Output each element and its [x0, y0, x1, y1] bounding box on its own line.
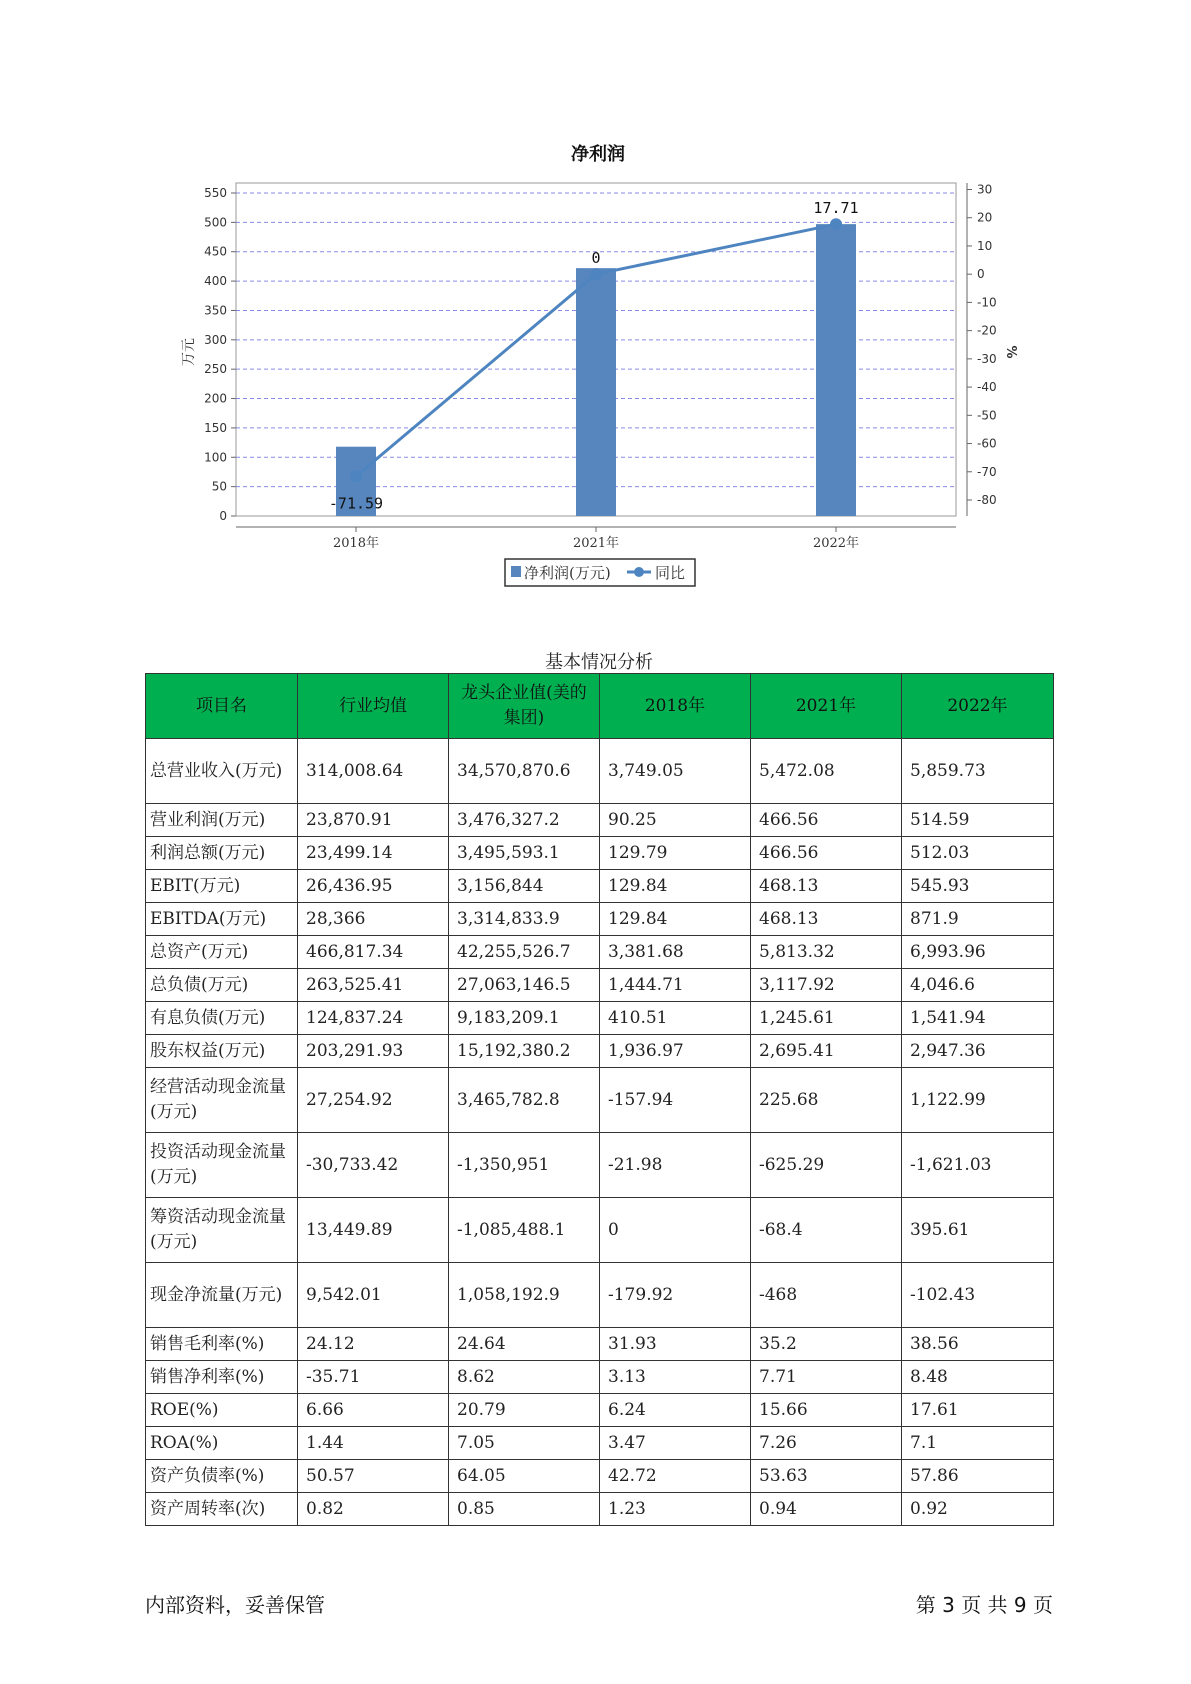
row-label-cell: 总资产(万元): [146, 936, 298, 969]
net-profit-bar: [816, 224, 856, 516]
value-cell: 6.66: [298, 1394, 449, 1427]
table-row: [146, 1263, 1054, 1328]
y2-tick-label: -70: [977, 464, 997, 479]
value-cell: 871.9: [902, 903, 1054, 936]
y-tick-label: 550: [204, 186, 227, 200]
y-tick-label: 0: [219, 509, 227, 523]
table-row: [146, 1394, 1054, 1427]
table-row: [146, 870, 1054, 903]
table-body: [146, 739, 1054, 1526]
table-row: [146, 936, 1054, 969]
value-cell: 0.82: [298, 1493, 449, 1526]
value-cell: 1,936.97: [600, 1035, 751, 1068]
row-label-cell: 营业利润(万元): [146, 804, 298, 837]
value-cell: 7.05: [449, 1427, 600, 1460]
net-profit-chart: [0, 0, 1191, 610]
value-cell: 23,499.14: [298, 837, 449, 870]
legend-line-marker: [634, 567, 644, 577]
x-tick-label: 2022年: [812, 536, 860, 551]
table-row: [146, 903, 1054, 936]
net-profit-bar: [576, 268, 616, 516]
y2-tick-label: 20: [977, 210, 993, 225]
value-cell: 23,870.91: [298, 804, 449, 837]
value-cell: 9,183,209.1: [449, 1002, 600, 1035]
value-cell: 42.72: [600, 1460, 751, 1493]
y2-tick-label: -80: [977, 493, 997, 507]
y-tick-label: 450: [204, 244, 227, 259]
value-cell: 4,046.6: [902, 969, 1054, 1002]
value-cell: 3,465,782.8: [449, 1068, 600, 1133]
header-year-2022: 2022年: [902, 674, 1054, 739]
row-label-cell: 有息负债(万元): [146, 1002, 298, 1035]
y-tick-label: 250: [204, 362, 227, 377]
table-row: [146, 1002, 1054, 1035]
x-tick-label: 2021年: [572, 536, 620, 551]
value-cell: -35.71: [298, 1361, 449, 1394]
row-label-cell: ROE(%): [146, 1394, 298, 1427]
value-cell: 7.1: [902, 1427, 1054, 1460]
value-cell: 8.48: [902, 1361, 1054, 1394]
table-row: [146, 1068, 1054, 1133]
x-axis: [236, 527, 956, 551]
value-cell: -1,085,488.1: [449, 1198, 600, 1263]
header-industry-average: 行业均值: [298, 674, 449, 739]
value-cell: 64.05: [449, 1460, 600, 1493]
value-cell: 3,495,593.1: [449, 837, 600, 870]
table-row: [146, 837, 1054, 870]
value-cell: -157.94: [600, 1068, 751, 1133]
table-row: [146, 1493, 1054, 1526]
yoy-data-label: 17.71: [813, 199, 859, 218]
value-cell: 38.56: [902, 1328, 1054, 1361]
value-cell: 31.93: [600, 1328, 751, 1361]
value-cell: 1.23: [600, 1493, 751, 1526]
value-cell: 57.86: [902, 1460, 1054, 1493]
table-row: [146, 1133, 1054, 1198]
table-row: [146, 1427, 1054, 1460]
value-cell: 225.68: [751, 1068, 902, 1133]
value-cell: 17.61: [902, 1394, 1054, 1427]
y-tick-label: 150: [204, 420, 227, 435]
y-tick-label: 100: [204, 450, 227, 465]
value-cell: -625.29: [751, 1133, 902, 1198]
table-row: [146, 1198, 1054, 1263]
row-label-cell: EBITDA(万元): [146, 903, 298, 936]
header-leader-value: 龙头企业值(美的集团): [449, 674, 600, 739]
legend-line-label: 同比: [655, 564, 686, 582]
value-cell: 3.13: [600, 1361, 751, 1394]
value-cell: 3,314,833.9: [449, 903, 600, 936]
row-label-cell: 现金净流量(万元): [146, 1263, 298, 1328]
value-cell: 545.93: [902, 870, 1054, 903]
value-cell: 0.94: [751, 1493, 902, 1526]
value-cell: 263,525.41: [298, 969, 449, 1002]
value-cell: 129.84: [600, 903, 751, 936]
value-cell: 6,993.96: [902, 936, 1054, 969]
y-tick-label: 400: [204, 274, 227, 289]
y2-tick-label: -20: [977, 323, 997, 338]
yoy-point: [590, 268, 602, 280]
value-cell: 466,817.34: [298, 936, 449, 969]
y2-tick-label: -50: [977, 408, 997, 423]
value-cell: 124,837.24: [298, 1002, 449, 1035]
value-cell: -30,733.42: [298, 1133, 449, 1198]
value-cell: 6.24: [600, 1394, 751, 1427]
value-cell: 514.59: [902, 804, 1054, 837]
header-item-name: 项目名: [146, 674, 298, 739]
value-cell: 53.63: [751, 1460, 902, 1493]
table-caption: 基本情况分析: [545, 652, 653, 673]
value-cell: 0.85: [449, 1493, 600, 1526]
value-cell: 5,472.08: [751, 739, 902, 804]
value-cell: 3,117.92: [751, 969, 902, 1002]
value-cell: 27,063,146.5: [449, 969, 600, 1002]
row-label-cell: 资产负债率(%): [146, 1460, 298, 1493]
value-cell: 7.26: [751, 1427, 902, 1460]
value-cell: 35.2: [751, 1328, 902, 1361]
value-cell: 3,156,844: [449, 870, 600, 903]
table-row: [146, 1361, 1054, 1394]
header-year-2018: 2018年: [600, 674, 751, 739]
value-cell: -179.92: [600, 1263, 751, 1328]
footer-page-number: 第 3 页 共 9 页: [915, 1593, 1053, 1617]
value-cell: 203,291.93: [298, 1035, 449, 1068]
basic-analysis-table: [145, 673, 1054, 1526]
table-row: [146, 969, 1054, 1002]
y2-tick-label: -10: [977, 295, 997, 310]
y-tick-label: 350: [204, 303, 227, 318]
row-label-cell: 销售净利率(%): [146, 1361, 298, 1394]
row-label-cell: 资产周转率(次): [146, 1493, 298, 1526]
value-cell: 129.84: [600, 870, 751, 903]
value-cell: 24.64: [449, 1328, 600, 1361]
value-cell: 24.12: [298, 1328, 449, 1361]
table-header-row: [146, 674, 1054, 739]
value-cell: 5,813.32: [751, 936, 902, 969]
yoy-data-label: 0: [591, 249, 601, 268]
row-label-cell: 投资活动现金流量(万元): [146, 1133, 298, 1198]
row-label-cell: 总负债(万元): [146, 969, 298, 1002]
value-cell: 13,449.89: [298, 1198, 449, 1263]
value-cell: 468.13: [751, 903, 902, 936]
value-cell: 512.03: [902, 837, 1054, 870]
value-cell: 466.56: [751, 837, 902, 870]
yoy-data-label: -71.59: [328, 494, 384, 513]
row-label-cell: 总营业收入(万元): [146, 739, 298, 804]
table-row: [146, 1328, 1054, 1361]
row-label-cell: 股东权益(万元): [146, 1035, 298, 1068]
table-row: [146, 1035, 1054, 1068]
y2-tick-label: 0: [977, 267, 985, 282]
value-cell: -1,350,951: [449, 1133, 600, 1198]
row-label-cell: 筹资活动现金流量(万元): [146, 1198, 298, 1263]
value-cell: 3,476,327.2: [449, 804, 600, 837]
value-cell: 50.57: [298, 1460, 449, 1493]
value-cell: -21.98: [600, 1133, 751, 1198]
value-cell: 1.44: [298, 1427, 449, 1460]
right-axis: [967, 183, 997, 517]
value-cell: 2,947.36: [902, 1035, 1054, 1068]
value-cell: 20.79: [449, 1394, 600, 1427]
value-cell: -1,621.03: [902, 1133, 1054, 1198]
y2-tick-label: 10: [977, 238, 993, 253]
y2-tick-label: -40: [977, 380, 997, 395]
y-tick-label: 300: [204, 332, 227, 347]
table-row: [146, 739, 1054, 804]
header-year-2021: 2021年: [751, 674, 902, 739]
value-cell: 34,570,870.6: [449, 739, 600, 804]
yoy-point: [350, 470, 362, 482]
value-cell: 0: [600, 1198, 751, 1263]
table-row: [146, 804, 1054, 837]
value-cell: 7.71: [751, 1361, 902, 1394]
x-tick-label: 2018年: [332, 536, 380, 551]
y2-tick-label: -30: [977, 351, 997, 366]
y2-axis-label: %: [1003, 345, 1018, 359]
y-tick-label: 50: [211, 479, 227, 494]
value-cell: 5,859.73: [902, 739, 1054, 804]
row-label-cell: ROA(%): [146, 1427, 298, 1460]
value-cell: 410.51: [600, 1002, 751, 1035]
value-cell: 3,381.68: [600, 936, 751, 969]
value-cell: 28,366: [298, 903, 449, 936]
table-row: [146, 1460, 1054, 1493]
value-cell: 1,541.94: [902, 1002, 1054, 1035]
y-tick-label: 500: [204, 215, 227, 230]
value-cell: 1,058,192.9: [449, 1263, 600, 1328]
value-cell: 0.92: [902, 1493, 1054, 1526]
row-label-cell: 经营活动现金流量(万元): [146, 1068, 298, 1133]
value-cell: -468: [751, 1263, 902, 1328]
chart-title: 净利润: [571, 144, 625, 165]
value-cell: 15,192,380.2: [449, 1035, 600, 1068]
value-cell: 90.25: [600, 804, 751, 837]
value-cell: 42,255,526.7: [449, 936, 600, 969]
value-cell: 129.79: [600, 837, 751, 870]
value-cell: 9,542.01: [298, 1263, 449, 1328]
footer-confidential-note: 内部资料，妥善保管: [145, 1593, 325, 1617]
value-cell: 8.62: [449, 1361, 600, 1394]
row-label-cell: 销售毛利率(%): [146, 1328, 298, 1361]
y-axis-label: 万元: [181, 338, 197, 366]
value-cell: 26,436.95: [298, 870, 449, 903]
value-cell: 27,254.92: [298, 1068, 449, 1133]
value-cell: 395.61: [902, 1198, 1054, 1263]
legend-bar-swatch: [511, 566, 521, 577]
legend-bar-label: 净利润(万元): [524, 564, 611, 582]
y2-tick-label: -60: [977, 436, 997, 451]
value-cell: 3.47: [600, 1427, 751, 1460]
row-label-cell: EBIT(万元): [146, 870, 298, 903]
value-cell: 314,008.64: [298, 739, 449, 804]
left-axis: [204, 186, 236, 523]
value-cell: 1,444.71: [600, 969, 751, 1002]
value-cell: -102.43: [902, 1263, 1054, 1328]
y2-tick-label: 30: [977, 182, 993, 197]
value-cell: 2,695.41: [751, 1035, 902, 1068]
value-cell: 466.56: [751, 804, 902, 837]
y-tick-label: 200: [204, 391, 227, 406]
yoy-point: [830, 218, 842, 230]
value-cell: -68.4: [751, 1198, 902, 1263]
value-cell: 1,245.61: [751, 1002, 902, 1035]
value-cell: 1,122.99: [902, 1068, 1054, 1133]
value-cell: 3,749.05: [600, 739, 751, 804]
value-cell: 15.66: [751, 1394, 902, 1427]
value-cell: 468.13: [751, 870, 902, 903]
row-label-cell: 利润总额(万元): [146, 837, 298, 870]
chart-legend: [505, 559, 695, 586]
